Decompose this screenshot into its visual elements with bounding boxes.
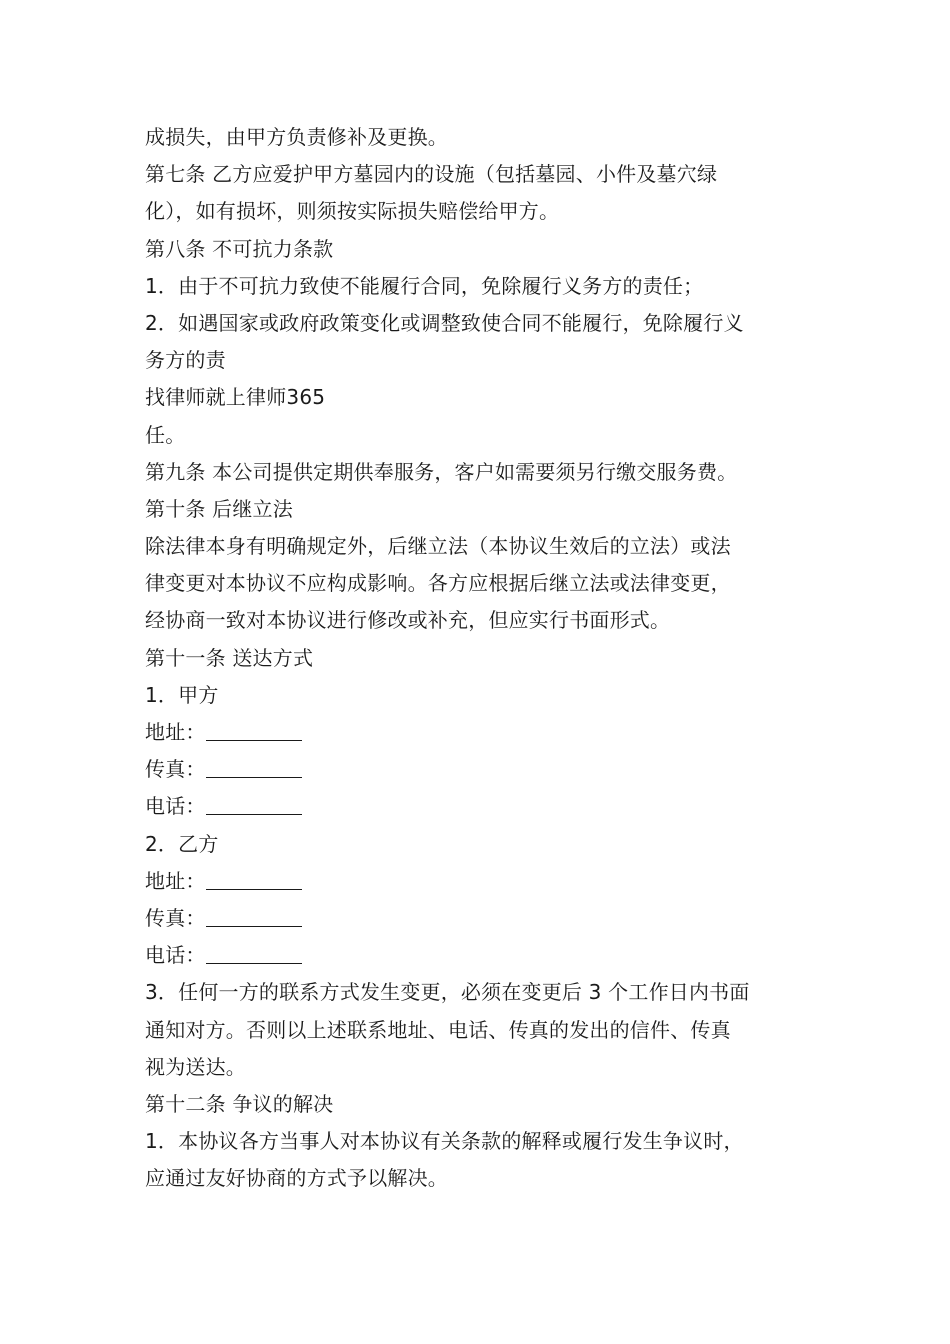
section-heading: 第十一条 送达方式 — [145, 645, 314, 670]
section-heading: 第十条 后继立法 — [145, 496, 293, 521]
phone-blank-line — [206, 792, 302, 815]
watermark-text-line: 找律师就上律师365 — [145, 385, 326, 410]
party-a-address-row — [145, 714, 810, 751]
address-blank-line — [206, 718, 302, 741]
text-line: 化），如有损坏，则须按实际损失赔偿给甲方。 — [145, 199, 560, 224]
party-a-heading: 1．甲方 — [145, 682, 219, 707]
text-line: 2．如遇国家或政府政策变化或调整致使合同不能履行，免除履行义 — [145, 310, 744, 335]
phone-label: 电话： — [145, 794, 206, 819]
text-line: 应通过友好协商的方式予以解决。 — [145, 1166, 448, 1191]
text-line: 通知对方。否则以上述联系地址、电话、传真的发出的信件、传真 — [145, 1017, 731, 1042]
address-blank-line — [206, 867, 302, 890]
text-line: 3．任何一方的联系方式发生变更，必须在变更后 3 个工作日内书面 — [145, 980, 750, 1005]
text-line: 任。 — [145, 422, 186, 447]
text-line: 成损失，由甲方负责修补及更换。 — [145, 125, 448, 149]
text-line: 除法律本身有明确规定外，后继立法（本协议生效后的立法）或法 — [145, 534, 731, 559]
text-line: 律变更对本协议不应构成影响。各方应根据后继立法或法律变更， — [145, 571, 731, 596]
address-label: 地址： — [145, 720, 206, 744]
party-b-heading: 2．乙方 — [145, 831, 219, 856]
fax-label: 传真： — [145, 757, 206, 782]
phone-label: 电话： — [145, 943, 206, 968]
text-line: 1．由于不可抗力致使不能履行合同，免除履行义务方的责任； — [145, 273, 704, 298]
text-line: 经协商一致对本协议进行修改或补充，但应实行书面形式。 — [145, 608, 671, 633]
section-heading: 第八条 不可抗力条款 — [145, 236, 334, 261]
text-line: 第七条 乙方应爱护甲方墓园内的设施（包括墓园、小件及墓穴绿 — [145, 162, 718, 187]
address-label: 地址： — [145, 868, 206, 893]
text-line: 视为送达。 — [145, 1054, 246, 1079]
party-a-fax-row — [145, 751, 810, 788]
party-b-fax-row — [145, 900, 810, 937]
fax-blank-line — [206, 755, 302, 778]
party-a-phone-row — [145, 788, 810, 825]
party-b-address-row — [145, 863, 810, 900]
section-heading: 第十二条 争议的解决 — [145, 1091, 334, 1116]
text-line: 第九条 本公司提供定期供奉服务，客户如需要须另行缴交服务费。 — [145, 459, 738, 484]
fax-blank-line — [206, 904, 302, 927]
text-line: 务方的责 — [145, 348, 226, 373]
fax-label: 传真： — [145, 905, 206, 930]
phone-blank-line — [206, 941, 302, 964]
party-b-phone-row — [145, 937, 810, 974]
text-line: 1．本协议各方当事人对本协议有关条款的解释或履行发生争议时， — [145, 1129, 744, 1154]
document-body — [145, 119, 810, 1197]
